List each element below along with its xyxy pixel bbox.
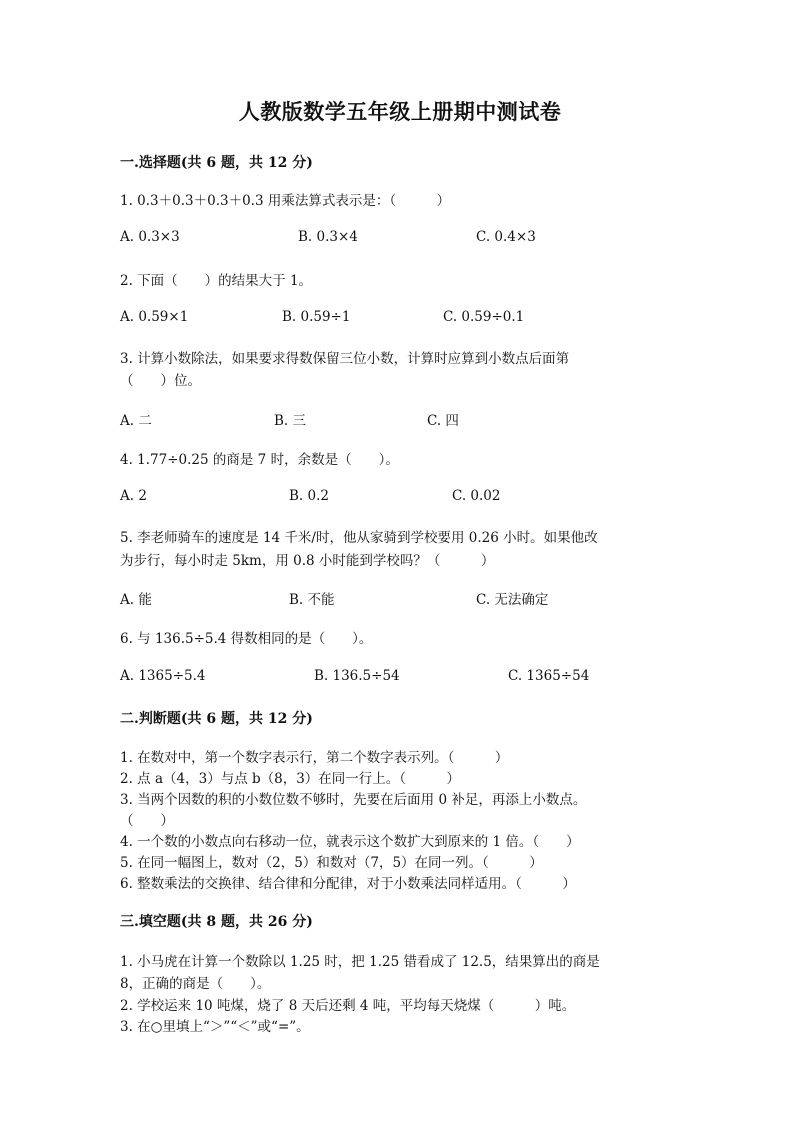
option-b: B. 0.3×4 (298, 229, 358, 245)
question-text: 4. 1.77÷0.25 的商是 7 时，余数是（ ）。 (120, 452, 399, 468)
option-a: A. 0.59×1 (120, 309, 189, 325)
statement-line: 1. 在数对中，第一个数字表示行，第二个数字表示列。（ ） (120, 750, 509, 766)
question-text: 5. 李老师骑车的速度是 14 千米/时，他从家骑到学校要用 0.26 小时。如果他改 (120, 530, 598, 546)
page-title: 人教版数学五年级上册期中测试卷 (238, 99, 562, 124)
option-b: B. 136.5÷54 (314, 668, 400, 684)
option-a: A. 0.3×3 (120, 229, 180, 245)
question-text: 2. 下面（ ）的结果大于 1。 (120, 273, 313, 289)
question-text: （ ）位。 (120, 373, 201, 389)
statement-line: 6. 整数乘法的交换律、结合律和分配律，对于小数乘法同样适用。（ ） (120, 876, 576, 892)
fill-line: 1. 小马虎在计算一个数除以 1.25 时，把 1.25 错看成了 12.5，结果算出的商是 (120, 954, 600, 970)
question-text: 3. 计算小数除法，如果要求得数保留三位小数，计算时应算到小数点后面第 (120, 351, 570, 367)
option-a: A. 二 (120, 413, 152, 429)
section-heading-judge: 二.判断题(共 6 题，共 12 分) (120, 711, 313, 727)
question-text: 为步行，每小时走 5km，用 0.8 小时能到学校吗？（ ） (120, 553, 495, 569)
statement-line: 4. 一个数的小数点向右移动一位，就表示这个数扩大到原来的 1 倍。（ ） (120, 834, 580, 850)
question-text: 6. 与 136.5÷5.4 得数相同的是（ ）。 (120, 631, 373, 647)
statement-line: 3. 当两个因数的积的小数位数不够时，先要在后面用 0 补足，再添上小数点。 (120, 792, 587, 808)
option-c: C. 无法确定 (476, 592, 549, 608)
fill-line: 3. 在○里填上“＞”“＜”或“=”。 (120, 1019, 310, 1035)
option-b: B. 0.2 (289, 488, 329, 504)
option-b: B. 不能 (289, 592, 335, 608)
section-heading-fill: 三.填空题(共 8 题，共 26 分) (120, 914, 313, 930)
option-b: B. 0.59÷1 (282, 309, 351, 325)
statement-line: （ ） (120, 813, 174, 829)
option-c: C. 0.4×3 (476, 229, 536, 245)
option-a: A. 1365÷5.4 (120, 668, 206, 684)
option-c: C. 0.02 (452, 488, 501, 504)
option-b: B. 三 (274, 413, 307, 429)
fill-line: 2. 学校运来 10 吨煤，烧了 8 天后还剩 4 吨，平均每天烧煤（ ）吨。 (120, 998, 576, 1014)
option-a: A. 2 (120, 488, 147, 504)
statement-line: 2. 点 a（4，3）与点 b（8，3）在同一行上。（ ） (120, 771, 461, 787)
question-text: 1. 0.3＋0.3＋0.3＋0.3 用乘法算式表示是：（ ） (120, 193, 451, 209)
option-c: C. 四 (427, 413, 459, 429)
section-heading-choice: 一.选择题(共 6 题，共 12 分) (120, 155, 313, 171)
option-c: C. 1365÷54 (508, 668, 590, 684)
fill-line: 8，正确的商是（ ）。 (120, 976, 271, 992)
option-c: C. 0.59÷0.1 (443, 309, 525, 325)
option-a: A. 能 (120, 592, 152, 608)
statement-line: 5. 在同一幅图上，数对（2，5）和数对（7，5）在同一列。（ ） (120, 855, 543, 871)
